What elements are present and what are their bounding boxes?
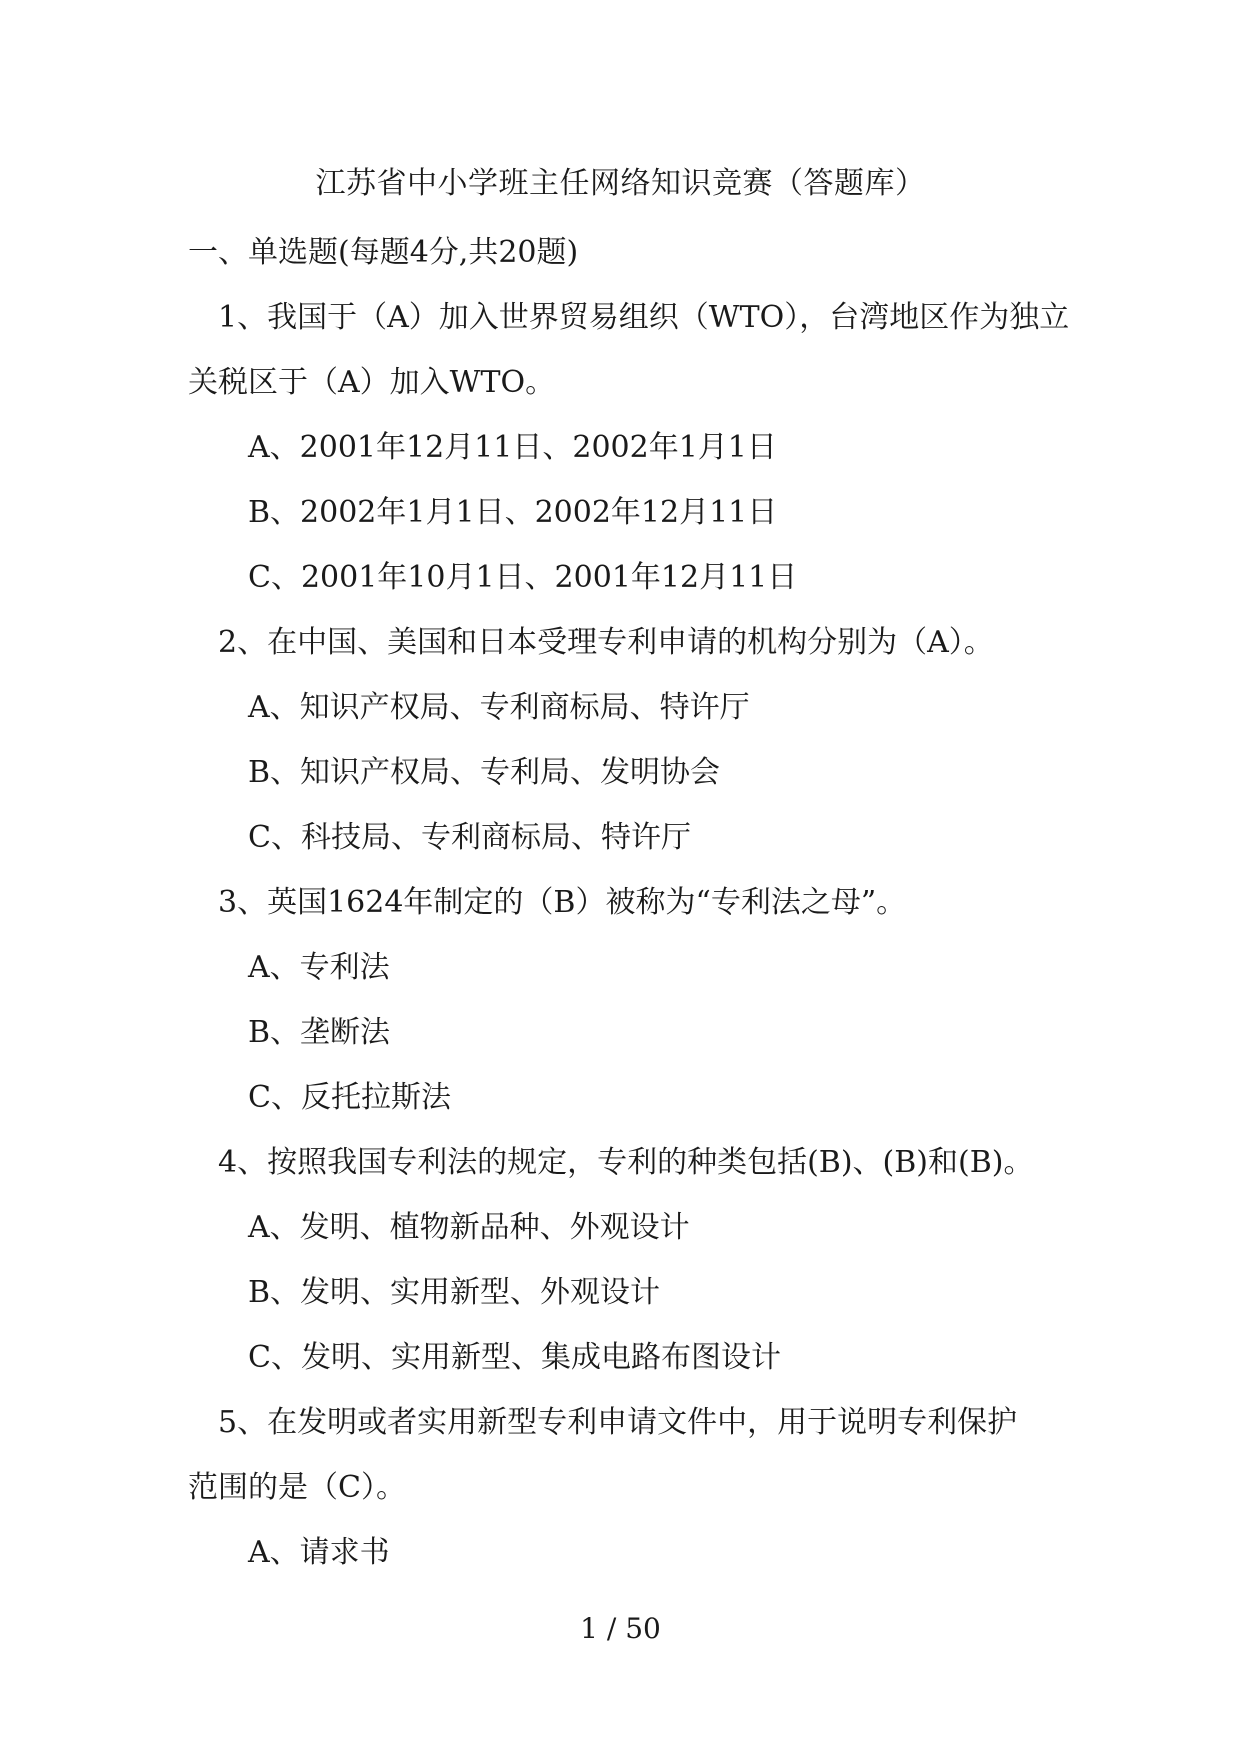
question-text: 4、按照我国专利法的规定，专利的种类包括(B)、(B)和(B)。	[218, 1145, 1034, 1180]
answer-option: A、专利法	[248, 950, 390, 985]
question-text: 2、在中国、美国和日本受理专利申请的机构分别为（A）。	[218, 625, 994, 660]
answer-option: C、反托拉斯法	[248, 1080, 451, 1115]
answer-option: A、知识产权局、专利商标局、特许厅	[248, 690, 750, 725]
question-text: 1、我国于（A）加入世界贸易组织（WTO），台湾地区作为独立	[218, 300, 1070, 335]
answer-option: C、科技局、专利商标局、特许厅	[248, 820, 691, 855]
question-text: 5、在发明或者实用新型专利申请文件中，用于说明专利保护	[218, 1405, 1018, 1440]
answer-option: C、发明、实用新型、集成电路布图设计	[248, 1340, 781, 1375]
document-title: 江苏省中小学班主任网络知识竞赛（答题库）	[315, 166, 926, 201]
document-body	[188, 220, 1068, 1585]
answer-option: B、知识产权局、专利局、发明协会	[248, 755, 721, 790]
answer-option: A、发明、植物新品种、外观设计	[248, 1210, 690, 1245]
answer-option: C、2001年10月1日、2001年12月11日	[248, 560, 798, 595]
question-text-continued: 关税区于（A）加入WTO。	[188, 365, 556, 400]
answer-option: B、2002年1月1日、2002年12月11日	[248, 495, 778, 530]
section-heading: 一、单选题(每题4分,共20题)	[188, 235, 579, 270]
question-list	[188, 285, 1068, 1585]
answer-option: A、2001年12月11日、2002年1月1日	[248, 430, 777, 465]
answer-option: B、垄断法	[248, 1015, 391, 1050]
question-text: 3、英国1624年制定的（B）被称为“专利法之母”。	[218, 885, 907, 920]
question-text-continued: 范围的是（C）。	[188, 1470, 406, 1505]
page-number: 1 / 50	[580, 1612, 661, 1645]
answer-option: A、请求书	[248, 1535, 390, 1570]
answer-option: B、发明、实用新型、外观设计	[248, 1275, 661, 1310]
